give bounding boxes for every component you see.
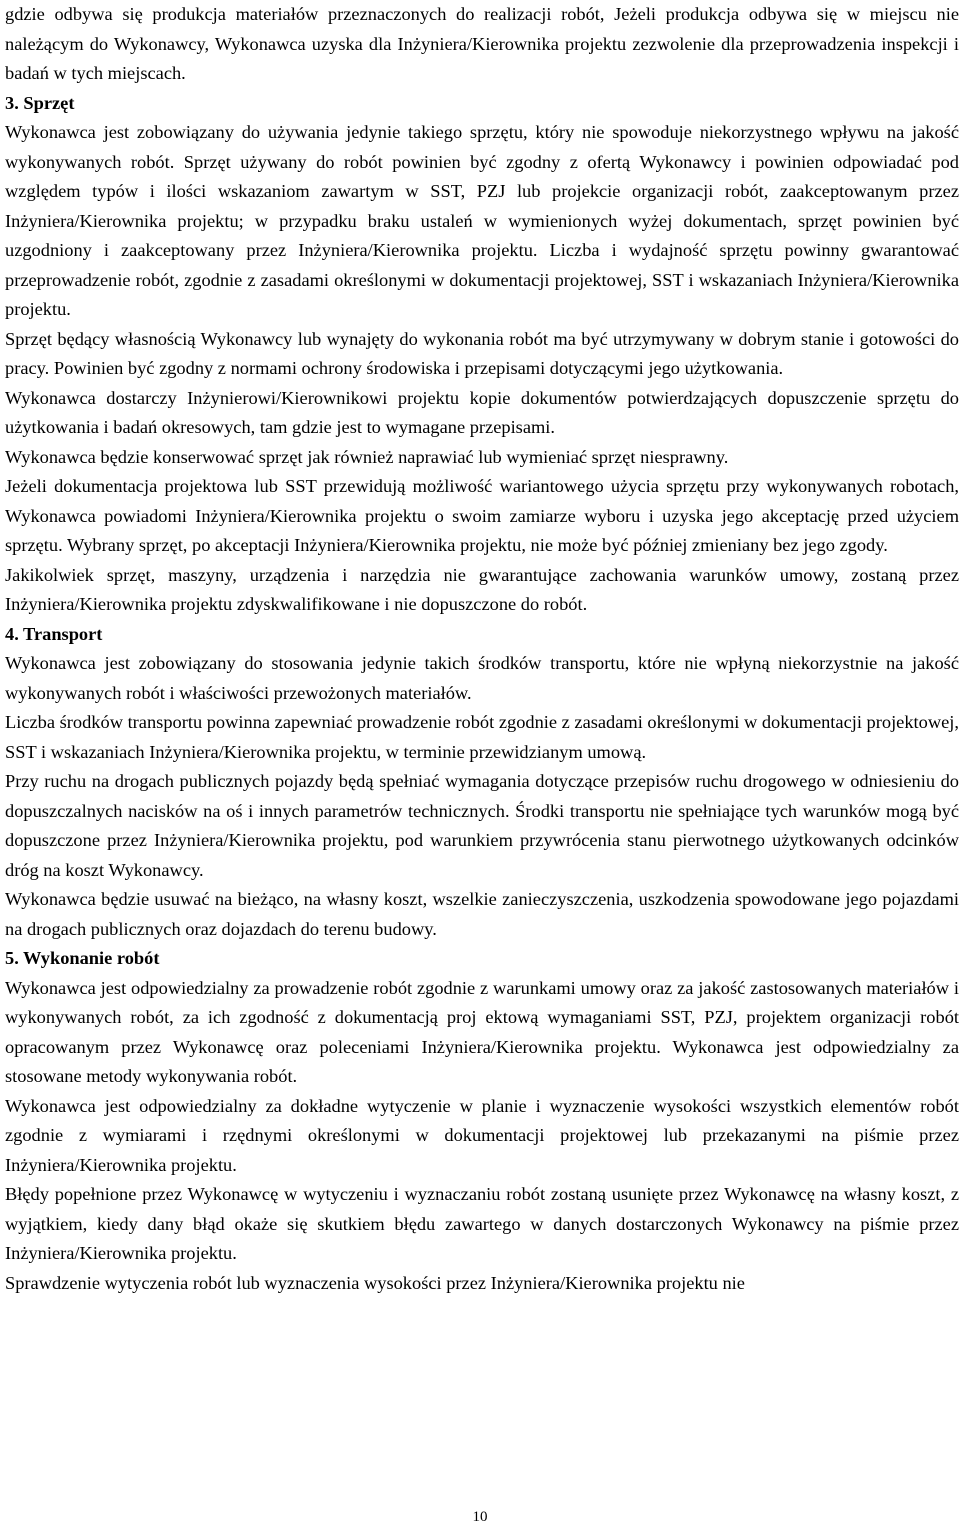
paragraph-equipment-requirements: Wykonawca jest zobowiązany do używania jedynie takiego sprzętu, który nie spowoduje niekorzystnego wpływu na jakość wykonywanych robót. Sprzęt używany do robót powinien być zgodny z ofertą Wykonawcy i powinien odpowiadać pod względem typów i ilości wskazaniom zawartym w SST, PZJ lub projekcie organizacji robót, zaakceptowanym przez Inżyniera/Kierownika projektu; w przypadku braku ustaleń w wymienionych wyżej dokumentach, sprzęt powinien być uzgodniony i zaakceptowany przez Inżyniera/Kierownika projektu. Liczba i wydajność sprzętu powinny gwarantować przeprowadzenie robót, zgodnie z zasadami określonymi w dokumentacji projektowej, SST i wskazaniach Inżyniera/Kierownika projektu.	[5, 122, 959, 319]
section-heading-works-execution: 5. Wykonanie robót	[5, 948, 160, 968]
paragraph-equipment-disqualification: Jakikolwiek sprzęt, maszyny, urządzenia i narzędzia nie gwarantujące zachowania warunków umowy, zostaną przez Inżyniera/Kierownika projektu zdyskwalifikowane i nie dopuszczone do robót.	[5, 564, 959, 614]
paragraph-equipment-documents: Wykonawca dostarczy Inżynierowi/Kierownikowi projektu kopie dokumentów potwierdzających dopuszczenie sprzętu do użytkowania i badań okresowych, tam gdzie jest to wymagane przepisami.	[5, 387, 959, 437]
paragraph-transport-count: Liczba środków transportu powinna zapewniać prowadzenie robót zgodnie z zasadami określonymi w dokumentacji projektowej, SST i wskazaniach Inżyniera/Kierownika projektu, w terminie przewidzianym umową.	[5, 712, 959, 762]
section-heading-transport: 4. Transport	[5, 623, 103, 644]
paragraph-transport-cleanup: Wykonawca będzie usuwać na bieżąco, na własny koszt, wszelkie zanieczyszczenia, uszkodzenia spowodowane jego pojazdami na drogach publicznych oraz dojazdach do terenu budowy.	[5, 889, 959, 939]
section-heading-equipment: 3. Sprzęt	[5, 92, 75, 113]
paragraph-equipment-maintenance: Wykonawca będzie konserwować sprzęt jak również naprawiać lub wymieniać sprzęt niesprawny.	[5, 446, 729, 467]
paragraph-works-setting-out: Wykonawca jest odpowiedzialny za dokładne wytyczenie w planie i wyznaczenie wysokości wszystkich elementów robót zgodnie z wymiarami i rzędnymi określonymi w dokumentacji projektowej lub przekazanymi na piśmie przez Inżyniera/Kierownika projektu.	[5, 1095, 959, 1175]
paragraph-equipment-variants: Jeżeli dokumentacja projektowa lub SST przewidują możliwość wariantowego użycia sprzętu przy wykonywanych robotach, Wykonawca powiadomi Inżyniera/Kierownika projektu o swoim zamiarze wyboru i uzyska jego akceptację przed użyciem sprzętu. Wybrany sprzęt, po akceptacji Inżyniera/Kierownika projektu, nie może być później zmieniany bez jego zgody.	[5, 476, 959, 555]
paragraph-equipment-condition: Sprzęt będący własnością Wykonawcy lub wynajęty do wykonania robót ma być utrzymywany w dobrym stanie i gotowości do pracy. Powinien być zgodny z normami ochrony środowiska i przepisami dotyczącymi jego użytkowania.	[5, 328, 959, 378]
paragraph-transport-means: Wykonawca jest zobowiązany do stosowania jedynie takich środków transportu, które nie wpłyną niekorzystnie na jakość wykonywanych robót i właściwości przewożonych materiałów.	[5, 653, 959, 703]
paragraph-transport-public-roads: Przy ruchu na drogach publicznych pojazdy będą spełniać wymagania dotyczące przepisów ruchu drogowego w odniesieniu do dopuszczalnych nacisków na oś i innych parametrów technicznych. Środki transportu nie spełniające tych warunków mogą być dopuszczone przez Inżyniera/Kierownika projektu, pod warunkiem przywrócenia stanu pierwotnego użytkowanych odcinków dróg na koszt Wykonawcy.	[5, 771, 959, 880]
page-number: 10	[472, 1509, 488, 1525]
paragraph-works-responsibility: Wykonawca jest odpowiedzialny za prowadzenie robót zgodnie z warunkami umowy oraz za jakość zastosowanych materiałów i wykonywanych robót, za ich zgodność z dokumentacją proj ektową wymaganiami SST, PZJ, projektem organizacji robót opracowanym przez Wykonawcę oraz poleceniami Inżyniera/Kierownika projektu. Wykonawca jest odpowiedzialny za stosowane metody wykonywania robót.	[5, 977, 959, 1086]
paragraph-production-inspection: gdzie odbywa się produkcja materiałów przeznaczonych do realizacji robót, Jeżeli produkcja odbywa się w miejscu nie należącym do Wykonawcy, Wykonawca uzyska dla Inżyniera/Kierownika projektu zezwolenie dla przeprowadzenia inspekcji i badań w tych miejscach.	[5, 4, 959, 83]
paragraph-works-verification: Sprawdzenie wytyczenia robót lub wyznaczenia wysokości przez Inżyniera/Kierownika projektu nie	[5, 1272, 745, 1293]
paragraph-works-errors: Błędy popełnione przez Wykonawcę w wytyczeniu i wyznaczaniu robót zostaną usunięte przez Wykonawcę na własny koszt, z wyjątkiem, kiedy dany błąd okaże się skutkiem błędu zawartego w danych dostarczonych Wykonawcy na piśmie przez Inżyniera/Kierownika projektu.	[5, 1184, 959, 1263]
document-page	[5, 0, 959, 1298]
